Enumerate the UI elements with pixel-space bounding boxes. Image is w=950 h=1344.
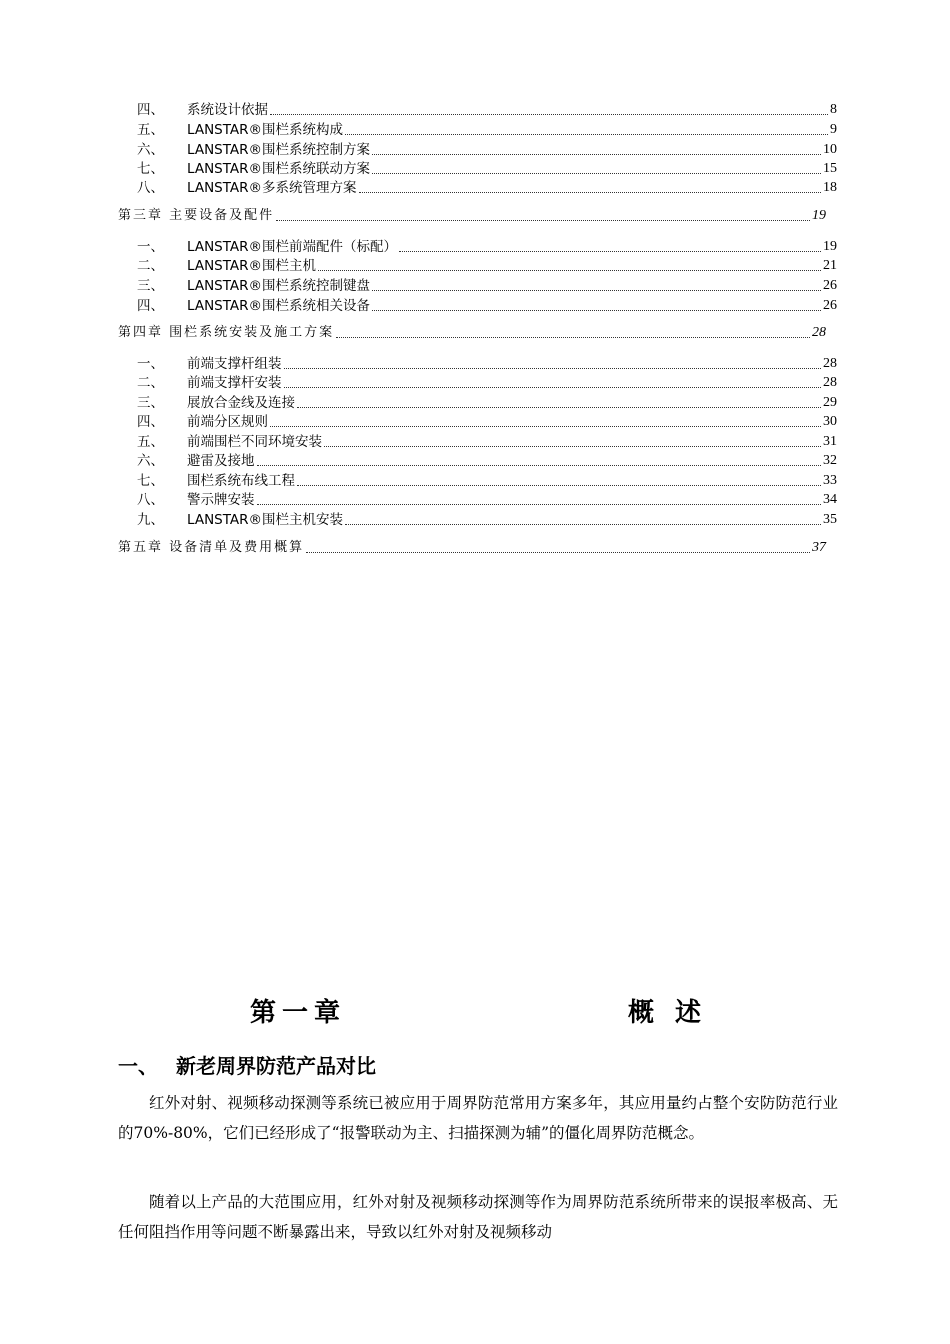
toc-chapter[interactable] [118, 323, 826, 343]
chapter-label: 第一章 [250, 998, 347, 1028]
toc-entry[interactable] [137, 140, 837, 160]
toc-entry[interactable] [137, 412, 837, 432]
toc-leader-dots [399, 250, 821, 252]
toc-entry-number: 三、 [137, 278, 164, 294]
toc-leader-dots [270, 113, 828, 115]
toc-leader-dots [372, 289, 821, 291]
toc-entry[interactable] [137, 276, 837, 296]
toc-entry-page: 31 [823, 434, 837, 449]
toc-entry-title: LANSTAR®围栏系统相关设备 [187, 298, 371, 314]
toc-entry-title: LANSTAR®围栏系统构成 [187, 122, 344, 138]
body-paragraph: 随着以上产品的大范围应用，红外对射及视频移动探测等作为周界防范系统所带来的误报率极高、无任何阻挡作用等问题不断暴露出来，导致以红外对射及视频移动 [118, 1193, 838, 1241]
toc-leader-dots [336, 336, 810, 338]
toc-entry-title: LANSTAR®围栏系统联动方案 [187, 161, 371, 177]
toc-entry-title: 前端支撑杆安装 [187, 375, 282, 391]
toc-entry-number: 一、 [137, 239, 164, 255]
toc-entry-number: 五、 [137, 434, 164, 450]
toc-entry-title: 警示牌安装 [187, 492, 255, 508]
toc-leader-dots [257, 503, 822, 505]
toc-entry-title: 展放合金线及连接 [187, 395, 295, 411]
toc-entry-number: 五、 [137, 122, 164, 138]
toc-entry[interactable] [137, 100, 837, 120]
toc-entry-number: 二、 [137, 258, 164, 274]
toc-entry[interactable] [137, 296, 837, 316]
toc-entry[interactable] [137, 393, 837, 413]
toc-chapter[interactable] [118, 206, 826, 226]
toc-leader-dots [270, 425, 821, 427]
body-paragraph: 红外对射、视频移动探测等系统已被应用于周界防范常用方案多年，其应用量约占整个安防防范行业的70%-80%，它们已经形成了“报警联动为主、扫描探测为辅”的僵化周界防范概念。 [118, 1094, 838, 1142]
toc-entry[interactable] [137, 256, 837, 276]
toc-entry-page: 33 [823, 473, 837, 488]
toc-entry-title: 前端分区规则 [187, 414, 268, 430]
toc-leader-dots [276, 219, 810, 221]
toc-entry-page: 29 [823, 395, 837, 410]
toc-entry[interactable] [137, 354, 837, 374]
toc-entry-number: 一、 [137, 356, 164, 372]
toc-leader-dots [284, 386, 822, 388]
section-number: 一、 [118, 1054, 158, 1078]
toc-leader-dots [284, 367, 822, 369]
toc-entry-title: 围栏系统布线工程 [187, 473, 295, 489]
section-heading [118, 1050, 376, 1079]
toc-entry-number: 四、 [137, 414, 164, 430]
toc-entry-page: 32 [823, 453, 837, 468]
toc-entry-page: 34 [823, 492, 837, 507]
toc-leader-dots [359, 191, 821, 193]
toc-leader-dots [372, 172, 821, 174]
toc-leader-dots [297, 484, 821, 486]
toc-entry-page: 19 [823, 239, 837, 254]
toc-chapter-page: 28 [812, 325, 826, 340]
toc-entry[interactable] [137, 432, 837, 452]
toc-leader-dots [345, 523, 821, 525]
toc-entry-number: 九、 [137, 512, 164, 528]
chapter-title: 概 述 [628, 998, 708, 1028]
toc-leader-dots [306, 551, 810, 553]
toc-entry[interactable] [137, 510, 837, 530]
toc-entry[interactable] [137, 159, 837, 179]
toc-entry-title: LANSTAR®围栏主机安装 [187, 512, 344, 528]
toc-entry-title: LANSTAR®围栏系统控制键盘 [187, 278, 371, 294]
toc-entry-page: 28 [823, 375, 837, 390]
toc-chapter-page: 19 [812, 208, 826, 223]
toc-entry-page: 26 [823, 298, 837, 313]
toc-entry[interactable] [137, 237, 837, 257]
toc-chapter-title: 第五章 设备清单及费用概算 [118, 540, 305, 555]
toc-entry-number: 七、 [137, 161, 164, 177]
toc-entry-page: 9 [830, 122, 837, 137]
toc-leader-dots [324, 445, 821, 447]
toc-entry-page: 30 [823, 414, 837, 429]
toc-entry-title: 避雷及接地 [187, 453, 255, 469]
toc-entry[interactable] [137, 373, 837, 393]
chapter-heading [0, 992, 950, 1028]
toc-entry-title: LANSTAR®围栏主机 [187, 258, 317, 274]
toc-entry-page: 26 [823, 278, 837, 293]
toc-entry-number: 四、 [137, 102, 164, 118]
toc-entry[interactable] [137, 471, 837, 491]
toc-entry-page: 15 [823, 161, 837, 176]
toc-entry-title: LANSTAR®多系统管理方案 [187, 180, 357, 196]
section-title: 新老周界防范产品对比 [176, 1054, 376, 1078]
toc-entry[interactable] [137, 490, 837, 510]
toc-entry-page: 28 [823, 356, 837, 371]
toc-entry-title: 系统设计依据 [187, 102, 268, 118]
toc-entry-page: 18 [823, 180, 837, 195]
toc-chapter-page: 37 [812, 540, 826, 555]
toc-chapter[interactable] [118, 538, 826, 558]
toc-entry-title: 前端围栏不同环境安装 [187, 434, 322, 450]
toc-leader-dots [372, 309, 821, 311]
toc-entry-number: 六、 [137, 453, 164, 469]
toc-entry-number: 七、 [137, 473, 164, 489]
toc-leader-dots [372, 153, 821, 155]
toc-entry-page: 21 [823, 258, 837, 273]
toc-leader-dots [345, 133, 828, 135]
toc-entry-title: 前端支撑杆组装 [187, 356, 282, 372]
toc-entry-number: 三、 [137, 395, 164, 411]
toc-entry-page: 8 [830, 102, 837, 117]
toc-entry-number: 六、 [137, 142, 164, 158]
toc-leader-dots [257, 464, 822, 466]
toc-entry-number: 四、 [137, 298, 164, 314]
toc-chapter-title: 第三章 主要设备及配件 [118, 208, 275, 223]
toc-entry-title: LANSTAR®围栏系统控制方案 [187, 142, 371, 158]
toc-entry[interactable] [137, 120, 837, 140]
toc-leader-dots [297, 406, 821, 408]
toc-entry-number: 八、 [137, 180, 164, 196]
toc-entry[interactable] [137, 178, 837, 198]
toc-entry-title: LANSTAR®围栏前端配件（标配） [187, 239, 398, 255]
toc-entry-number: 二、 [137, 375, 164, 391]
toc-leader-dots [318, 269, 821, 271]
toc-entry-number: 八、 [137, 492, 164, 508]
toc-entry-page: 35 [823, 512, 837, 527]
toc-entry[interactable] [137, 451, 837, 471]
toc-entry-page: 10 [823, 142, 837, 157]
toc-chapter-title: 第四章 围栏系统安装及施工方案 [118, 325, 335, 340]
